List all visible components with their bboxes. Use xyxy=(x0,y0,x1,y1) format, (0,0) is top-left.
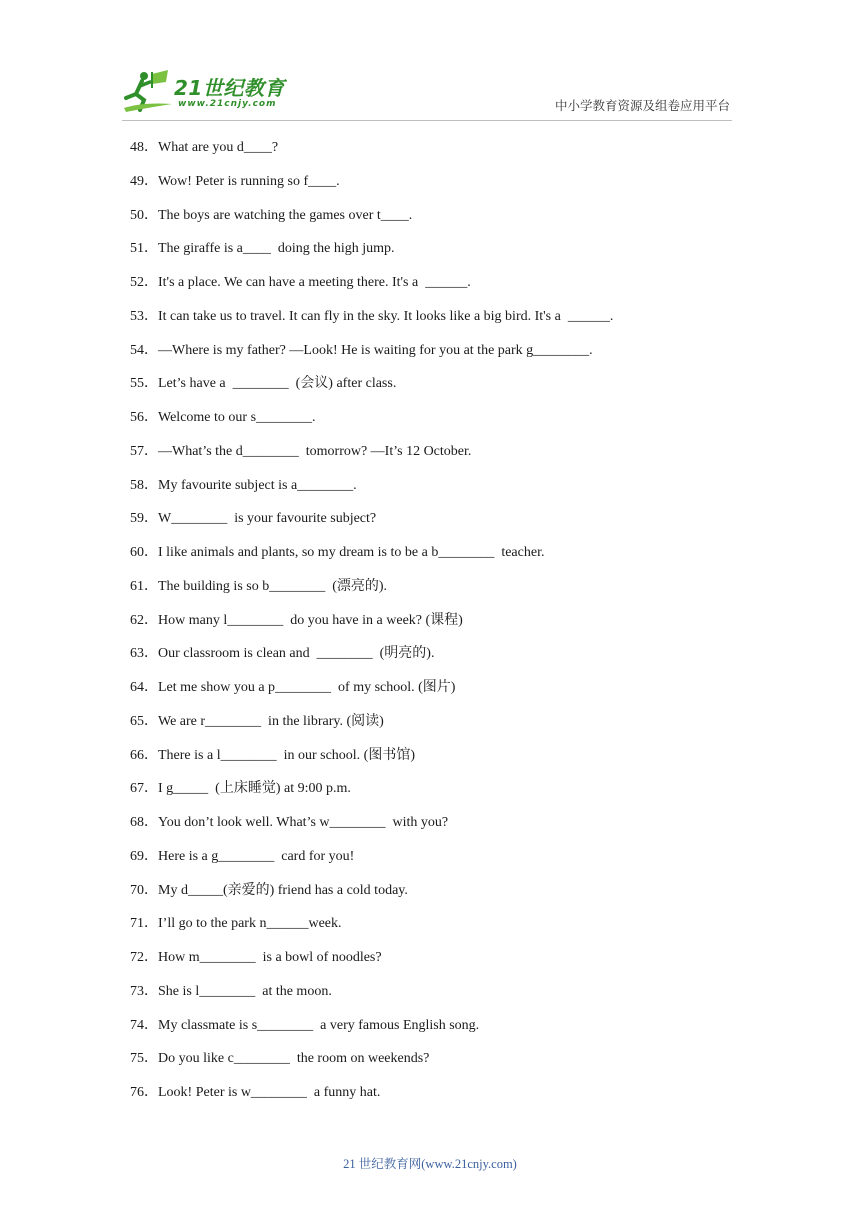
question-item: 72．How m________ is a bowl of noodles? xyxy=(130,950,382,965)
question-item: 57．—What’s the d________ tomorrow? —It’s 12 October. xyxy=(130,443,472,459)
question-item: 76．Look! Peter is w________ a funny hat. xyxy=(130,1085,381,1100)
question-item: 58．My favourite subject is a________. xyxy=(130,477,357,493)
logo-url: www.21cnjy.com xyxy=(178,99,277,109)
question-item: 65．We are r________ in the library. (阅读) xyxy=(130,713,384,729)
question-item: 64．Let me show you a p________ of my school. (图片) xyxy=(130,680,456,695)
question-item: 62．How many l________ do you have in a week? (课程) xyxy=(130,612,463,628)
header-divider xyxy=(122,120,732,121)
question-item: 70．My d_____(亲爱的) friend has a cold today. xyxy=(130,882,408,898)
question-item: 73．She is l________ at the moon. xyxy=(130,983,332,999)
question-item: 59．W________ is your favourite subject? xyxy=(130,511,377,527)
question-item: 49．Wow! Peter is running so f____. xyxy=(130,173,340,189)
question-item: 71．I’ll go to the park n______week. xyxy=(130,916,342,932)
logo-text: 21世纪教育 xyxy=(174,76,285,100)
question-item: 68．You don’t look well. What’s w________ with you? xyxy=(130,815,449,830)
question-item: 74．My classmate is s________ a very famous English song. xyxy=(130,1017,480,1033)
question-item: 55．Let’s have a ________ (会议) after class. xyxy=(130,376,397,392)
question-list xyxy=(130,137,613,1116)
page-header xyxy=(0,0,860,125)
question-item: 52．It's a place. We can have a meeting there. It's a ______. xyxy=(130,275,471,290)
runner-logo-icon xyxy=(122,68,174,114)
question-item: 61．The building is so b________ (漂亮的). xyxy=(130,578,388,594)
question-item: 63．Our classroom is clean and ________ (明亮的). xyxy=(130,646,435,662)
question-item: 48．What are you d____? xyxy=(130,140,279,155)
question-item: 56．Welcome to our s________. xyxy=(130,410,316,425)
page-footer[interactable]: 21 世纪教育网(www.21cnjy.com) xyxy=(343,1157,517,1171)
question-item: 51．The giraffe is a____ doing the high jump. xyxy=(130,241,395,257)
question-item: 50．The boys are watching the games over t____. xyxy=(130,207,413,223)
question-item: 53．It can take us to travel. It can fly in the sky. It looks like a big bird. It's a ______. xyxy=(130,308,614,324)
question-item: 54．—Where is my father? —Look! He is waiting for you at the park g________. xyxy=(130,342,593,358)
question-item: 69．Here is a g________ card for you! xyxy=(130,848,355,864)
question-item: 66．There is a l________ in our school. (图书馆) xyxy=(130,747,416,763)
question-item: 75．Do you like c________ the room on weekends? xyxy=(130,1051,430,1067)
site-logo[interactable] xyxy=(122,68,292,116)
platform-name: 中小学教育资源及组卷应用平台 xyxy=(554,98,730,113)
question-item: 67．I g_____ (上床睡觉) at 9:00 p.m. xyxy=(130,781,351,797)
question-item: 60．I like animals and plants, so my dream is to be a b________ teacher. xyxy=(130,545,545,560)
